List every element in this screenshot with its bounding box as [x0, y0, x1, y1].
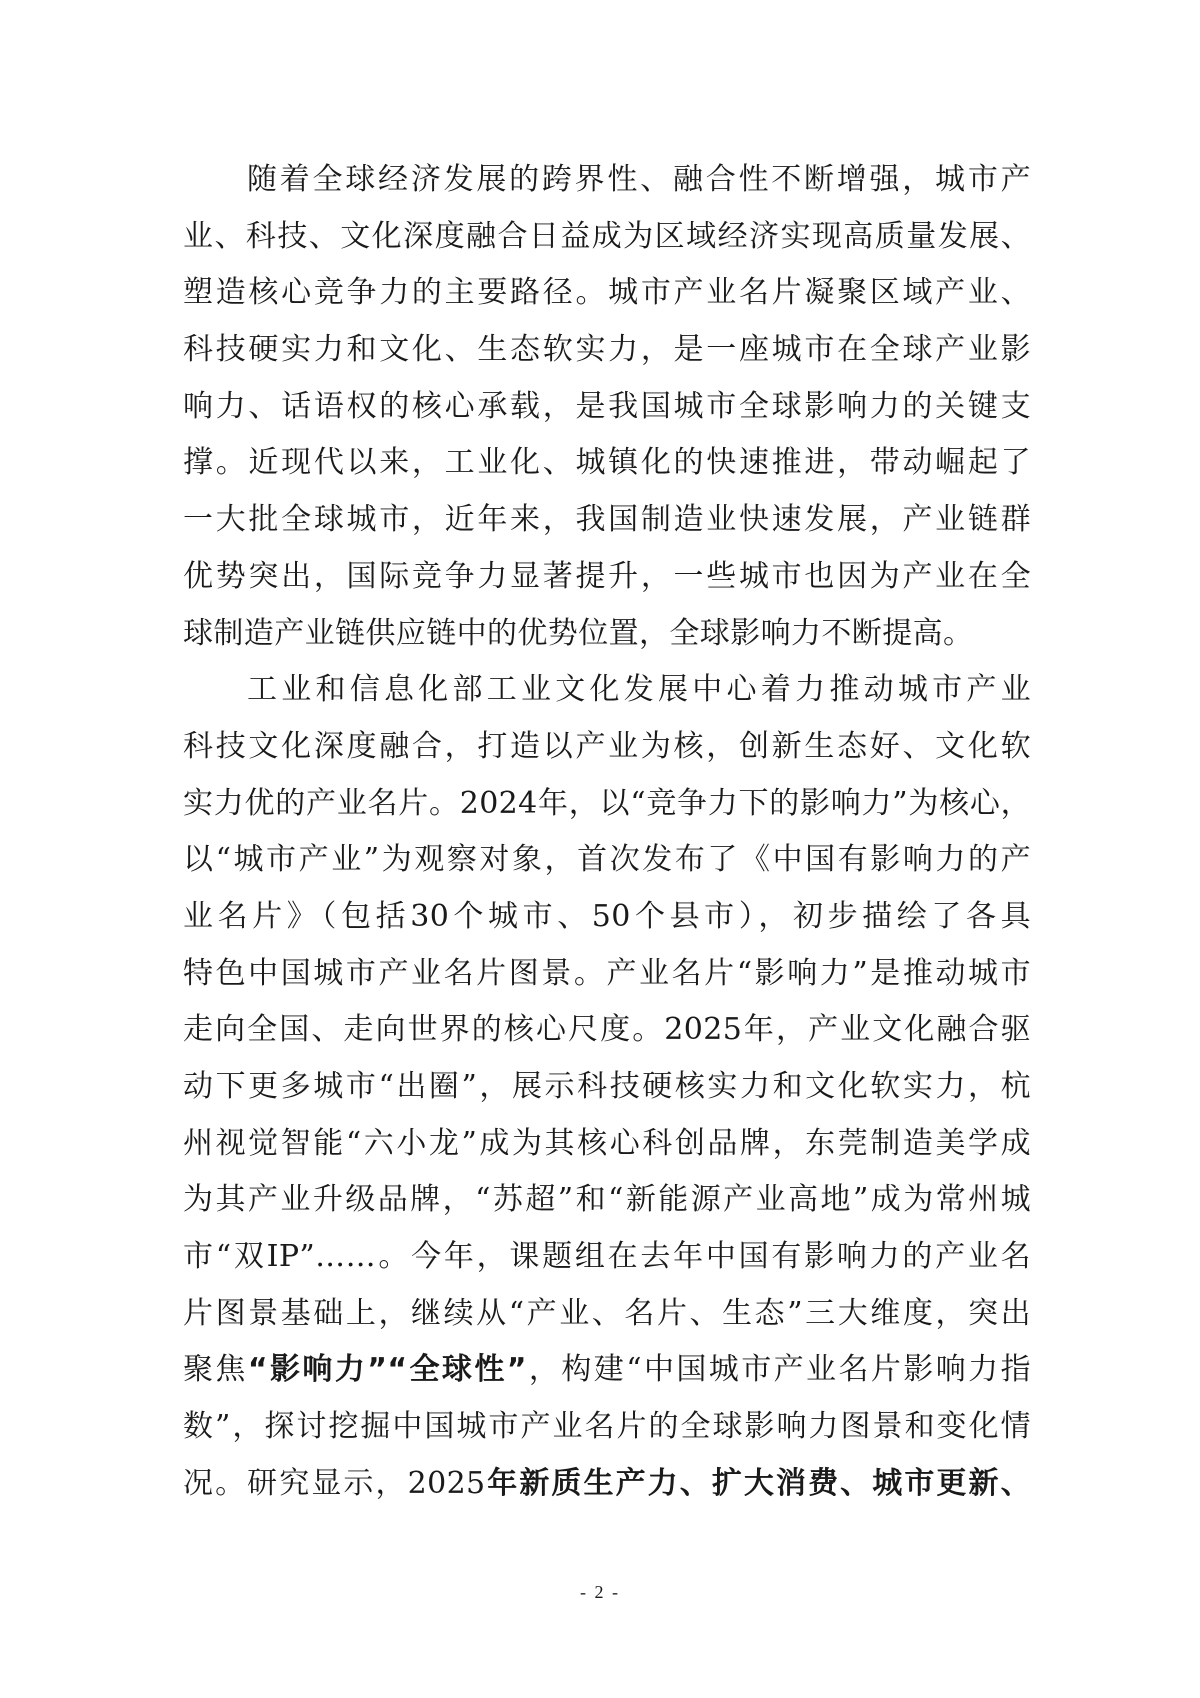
- page-number: - 2 -: [580, 1582, 620, 1602]
- emphasis-global: “全球性”: [387, 1352, 527, 1388]
- text-line: 市“双IP”……。今年，课题组在去年中国有影响力的产业名: [183, 1239, 1031, 1275]
- emphasis-keywords: 年新质生产力、扩大消费、城市更新、: [485, 1465, 1031, 1501]
- text-line: 工业和信息化部工业文化发展中心着力推动城市产业: [247, 672, 1031, 708]
- paragraph-2: [183, 662, 1031, 1512]
- text-line: 特色中国城市产业名片图景。产业名片“影响力”是推动城市: [183, 955, 1031, 991]
- text-line: 动下更多城市“出圈”，展示科技硬核实力和文化软实力，杭: [183, 1069, 1031, 1104]
- text-line: 塑造核心竞争力的主要路径。城市产业名片凝聚区域产业、: [183, 275, 1031, 311]
- text-line: 科技文化深度融合，打造以产业为核，创新生态好、文化软: [183, 728, 1031, 764]
- text-segment: ，构建“中国城市产业名片影响力指: [526, 1352, 1031, 1388]
- text-line-with-emphasis: [183, 1456, 1031, 1513]
- text-line: 优势突出，国际竞争力显著提升，一些城市也因为产业在全: [183, 558, 1031, 594]
- text-line: 为其产业升级品牌，“苏超”和“新能源产业高地”成为常州城: [183, 1182, 1031, 1218]
- text-segment: 聚焦: [183, 1352, 248, 1388]
- text-segment: 况。研究显示，2025: [183, 1465, 486, 1501]
- text-line: 响力、话语权的核心承载，是我国城市全球影响力的关键支: [183, 388, 1031, 424]
- text-line: 球制造产业链供应链中的优势位置，全球影响力不断提高。: [183, 615, 974, 651]
- text-line: 以“城市产业”为观察对象，首次发布了《中国有影响力的产: [183, 842, 1031, 878]
- text-line: 数”，探讨挖掘中国城市产业名片的全球影响力图景和变化情: [183, 1409, 1031, 1445]
- text-line: 业、科技、文化深度融合日益成为区域经济实现高质量发展、: [183, 218, 1031, 254]
- text-line: 随着全球经济发展的跨界性、融合性不断增强，城市产: [247, 162, 1031, 197]
- text-line: 州视觉智能“六小龙”成为其核心科创品牌，东莞制造美学成: [183, 1125, 1031, 1161]
- emphasis-influence: “影响力”: [247, 1352, 388, 1388]
- text-line: 一大批全球城市，近年来，我国制造业快速发展，产业链群: [183, 502, 1031, 538]
- text-line: 科技硬实力和文化、生态软实力，是一座城市在全球产业影: [183, 332, 1031, 368]
- text-line-with-emphasis: [183, 1342, 1031, 1399]
- body-text: [183, 152, 1031, 1513]
- paragraph-1: [183, 152, 1031, 662]
- text-line: 业名片》（包括30个城市、50个县市），初步描绘了各具: [183, 898, 1031, 934]
- text-line: 片图景基础上，继续从“产业、名片、生态”三大维度，突出: [183, 1295, 1031, 1331]
- text-line: 撑。近现代以来，工业化、城镇化的快速推进，带动崛起了: [183, 445, 1031, 481]
- text-line: 实力优的产业名片。2024年，以“竞争力下的影响力”为核心，: [183, 785, 1031, 821]
- text-line: 走向全国、走向世界的核心尺度。2025年，产业文化融合驱: [183, 1012, 1031, 1048]
